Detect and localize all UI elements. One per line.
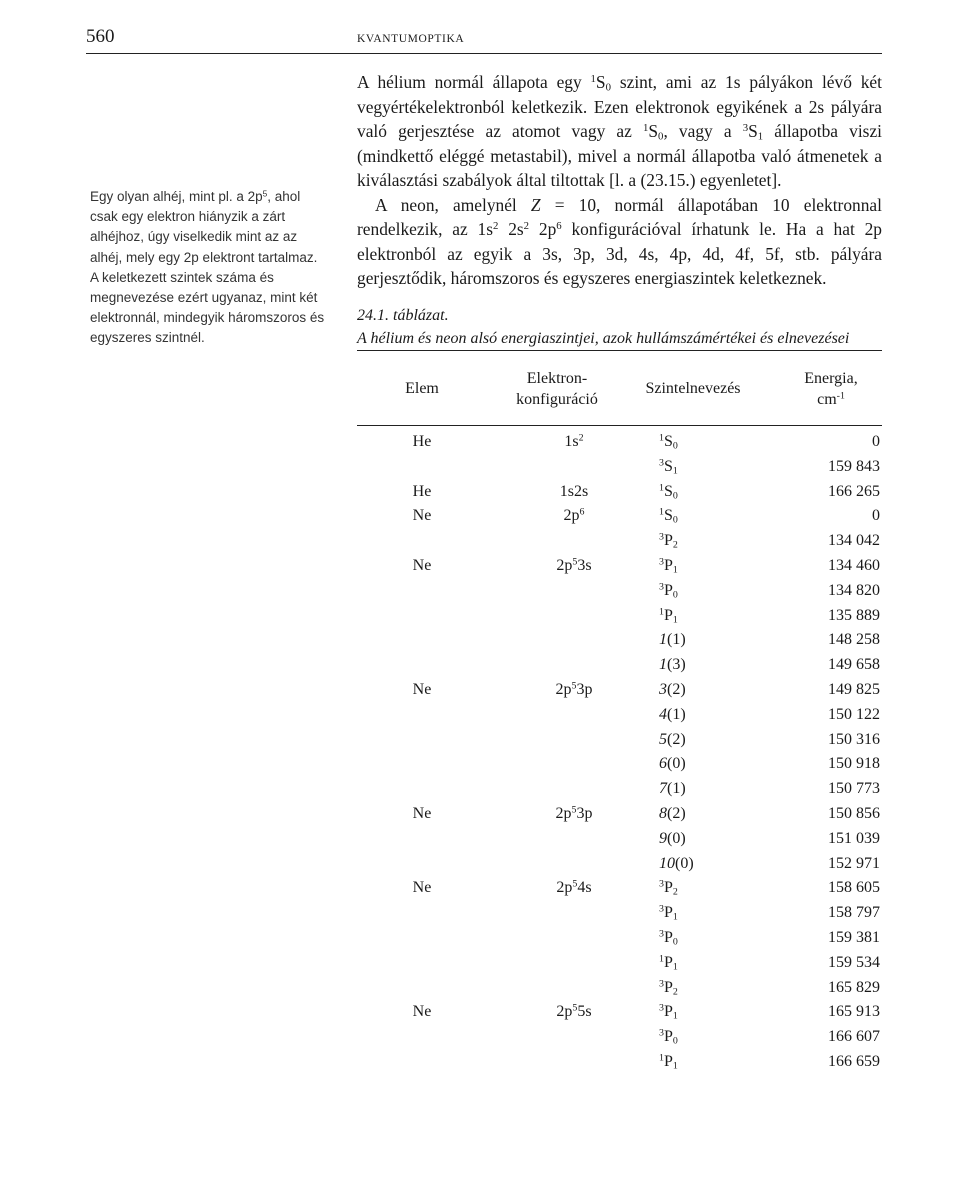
table-row (357, 1025, 882, 1050)
table-row (357, 901, 882, 926)
cell-configuration: $2p^53p$ (555, 804, 593, 822)
cell-energy: 134 460 (828, 556, 880, 574)
cell-energy: 0 (872, 507, 880, 525)
margin-note: Egy olyan alhéj, mint pl. a $2p^5$, ahol csak egy elektron hiányzik a zárt alhéjhoz, úgy viselkedik mint az az alhéj, mely egy 2p elektront tartalmaz. A keletkezett szintek száma és megnevezése ezért ugyanaz, mint két elektronnál, mindegyik háromszoros és egyszeres szintnél. (90, 188, 325, 346)
cell-energy: 159 534 (828, 953, 880, 971)
cell-configuration: 1s2s (559, 482, 589, 500)
table-row (357, 876, 882, 901)
table-row (357, 1050, 882, 1075)
cell-level: $^3P_2$ (659, 878, 678, 898)
cell-energy: 149 825 (828, 680, 880, 698)
energy-level-table (357, 430, 882, 1075)
cell-energy: 0 (872, 433, 880, 450)
cell-energy: 166 265 (828, 482, 880, 500)
cell-level: 5(2) (659, 730, 686, 748)
table-row (357, 976, 882, 1001)
cell-level: $^3P_2$ (659, 978, 678, 997)
cell-element: Ne (412, 804, 432, 822)
cell-configuration: $2p^6$ (563, 506, 585, 525)
cell-energy: 134 042 (828, 532, 880, 550)
cell-configuration: $1s^2$ (564, 432, 584, 450)
cell-energy: 150 918 (828, 755, 880, 773)
table-header-rule (357, 425, 882, 426)
table-row (357, 852, 882, 877)
cell-energy: 150 773 (828, 780, 880, 798)
cell-level: $^1S_0$ (659, 482, 678, 502)
column-header-configuration: Elektron- konfiguráció (516, 370, 598, 408)
page-number: 560 (86, 26, 115, 47)
cell-energy: 149 658 (828, 656, 880, 674)
table-row (357, 752, 882, 777)
cell-element: He (412, 433, 432, 450)
body-paragraph-helium: A hélium normál állapota egy $^1S_0$ szint, ami az 1s pályákon lévő két vegyértékelektronból keletkezik. Ezen elektronok egyikének a 2s pályára való gerjesztése az atomot vagy az $^1S_0$, vagy a $^3S_1$ állapotba viszi (mindkettő eléggé metastabil), mivel a normál állapotba való átmenetek a kiválasztási szabályok által tiltottak [l. a (23.15.) egyenletet]. (357, 72, 882, 190)
table-row (357, 728, 882, 753)
cell-level: $^3P_0$ (659, 928, 678, 948)
cell-element: Ne (412, 1003, 432, 1021)
table-row (357, 653, 882, 678)
cell-energy: 134 820 (828, 581, 880, 599)
table-row (357, 430, 882, 455)
cell-configuration: $2p^55s$ (556, 1002, 592, 1021)
cell-level: $^3P_1$ (659, 1002, 678, 1022)
column-header-element: Elem (405, 380, 439, 397)
cell-level: 4(1) (659, 705, 686, 723)
body-paragraph-neon: A neon, amelynél Z = 10, normál állapotában 10 elektronnal rendelkezik, az $1s^2$ $2s^2$ $2p^6$ konfigurációval írhatunk le. Ha a hat 2p elektronból az egyik a 3s, 3p, 3d, 4s, 4p, 4d, 4f, 5f, stb. pályára gerjesztődik, háromszoros és egyszeres energiaszintek keletkeznek. (357, 194, 882, 288)
cell-level: $^1P_1$ (659, 1052, 678, 1072)
table-top-rule (357, 350, 882, 351)
cell-energy: 150 122 (828, 705, 880, 723)
cell-level: $^3P_2$ (659, 531, 678, 551)
cell-level: 1(3) (659, 656, 686, 674)
cell-level: $^1S_0$ (659, 432, 678, 452)
body-text (357, 70, 882, 291)
cell-energy: 151 039 (828, 829, 880, 847)
cell-energy: 158 797 (828, 904, 880, 922)
cell-element: He (412, 482, 432, 500)
cell-energy: 148 258 (828, 631, 880, 649)
table-row (357, 678, 882, 703)
table-row (357, 703, 882, 728)
cell-level: $^1S_0$ (659, 506, 678, 526)
cell-configuration: $2p^53s$ (556, 556, 592, 574)
cell-energy: 165 829 (828, 978, 880, 996)
cell-level: $^3P_0$ (659, 581, 678, 601)
cell-level: 10(0) (659, 854, 694, 872)
cell-level: 8(2) (659, 804, 686, 822)
table-row (357, 926, 882, 951)
cell-energy: 159 843 (828, 457, 880, 475)
cell-level: 9(0) (659, 829, 686, 847)
table-row (357, 777, 882, 802)
cell-energy: 166 659 (828, 1052, 880, 1070)
cell-level: $^3P_1$ (659, 903, 678, 923)
table-row (357, 455, 882, 480)
cell-energy: 165 913 (828, 1003, 880, 1021)
cell-energy: 158 605 (828, 879, 880, 897)
cell-energy: 159 381 (828, 928, 880, 946)
cell-level: $^3P_0$ (659, 1027, 678, 1047)
table-row (357, 802, 882, 827)
cell-level: $^3P_1$ (659, 556, 678, 576)
table-row (357, 827, 882, 852)
cell-level: 3(2) (659, 680, 686, 698)
table-row (357, 554, 882, 579)
cell-energy: 166 607 (828, 1028, 880, 1046)
running-head: KVANTUMOPTIKA (357, 33, 465, 45)
table-row (357, 1000, 882, 1025)
table-row (357, 504, 882, 529)
table-row (357, 951, 882, 976)
table-number: 24.1. táblázat. (357, 307, 449, 324)
column-header-level: Szintelnevezés (645, 380, 741, 397)
table-row (357, 579, 882, 604)
cell-element: Ne (412, 556, 432, 574)
cell-level: $^3S_1$ (659, 457, 678, 477)
cell-energy: 152 971 (828, 854, 880, 872)
cell-element: Ne (412, 680, 432, 698)
table-title: A hélium és neon alsó energiaszintjei, azok hullámszámértékei és elnevezései (357, 330, 850, 347)
cell-level: 7(1) (659, 780, 686, 798)
cell-configuration: $2p^53p$ (555, 680, 593, 698)
table-row (357, 480, 882, 505)
cell-level: $^1P_1$ (659, 606, 678, 626)
cell-level: 1(1) (659, 631, 686, 649)
cell-element: Ne (412, 879, 432, 897)
cell-configuration: $2p^54s$ (556, 878, 592, 897)
cell-energy: 150 316 (828, 730, 880, 748)
cell-element: Ne (412, 507, 432, 525)
table-row (357, 529, 882, 554)
column-header-energy: Energia, $cm^{-1}$ (804, 370, 858, 408)
header-rule (86, 53, 882, 54)
table-row (357, 604, 882, 629)
cell-level: 6(0) (659, 755, 686, 773)
table-row (357, 628, 882, 653)
cell-level: $^1P_1$ (659, 953, 678, 973)
cell-energy: 150 856 (828, 804, 880, 822)
cell-energy: 135 889 (828, 606, 880, 624)
